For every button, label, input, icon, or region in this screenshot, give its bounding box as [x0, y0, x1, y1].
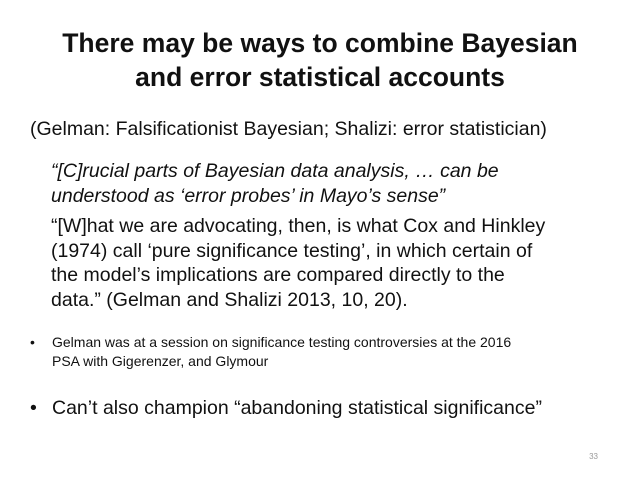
bullet-gelman-session-line-2: PSA with Gigerenzer, and Glymour	[52, 353, 269, 369]
quote-pure-significance-line-3: the model’s implications are compared directly to the	[51, 264, 505, 286]
quote-error-probes	[51, 159, 626, 209]
page-number: 33	[589, 452, 598, 461]
slide-title	[20, 26, 620, 94]
bullet-marker: •	[30, 397, 37, 419]
quote-pure-significance-testing	[51, 214, 631, 312]
bullet-gelman-session-line-1: Gelman was at a session on significance testing controversies at the 2016	[52, 334, 512, 350]
quote-pure-significance-line-4: data.” (Gelman and Shalizi 2013, 10, 20).	[51, 288, 408, 311]
bullet-marker: •	[30, 334, 35, 350]
bullet-cant-champion	[30, 396, 542, 420]
quote-pure-significance-line-2: (1974) call ‘pure significance testing’, in which certain of	[51, 239, 533, 262]
bullet-gelman-session	[30, 333, 511, 371]
quote-error-probes-line-1: “[C]rucial parts of Bayesian data analysis, … can be	[51, 160, 499, 182]
slide-subtitle: (Gelman: Falsificationist Bayesian; Shalizi: error statistician)	[30, 118, 547, 140]
slide-title-line-1: There may be ways to combine Bayesian	[62, 28, 578, 58]
slide-title-line-2: and error statistical accounts	[135, 62, 505, 92]
quote-error-probes-line-2: understood as ‘error probes’ in Mayo’s sense”	[51, 185, 446, 207]
bullet-gelman-session-text	[52, 333, 511, 371]
quote-pure-significance-line-1: “[W]hat we are advocating, then, is what Cox and Hinkley	[51, 215, 546, 237]
bullet-cant-champion-text: Can’t also champion “abandoning statistical significance”	[52, 397, 542, 419]
